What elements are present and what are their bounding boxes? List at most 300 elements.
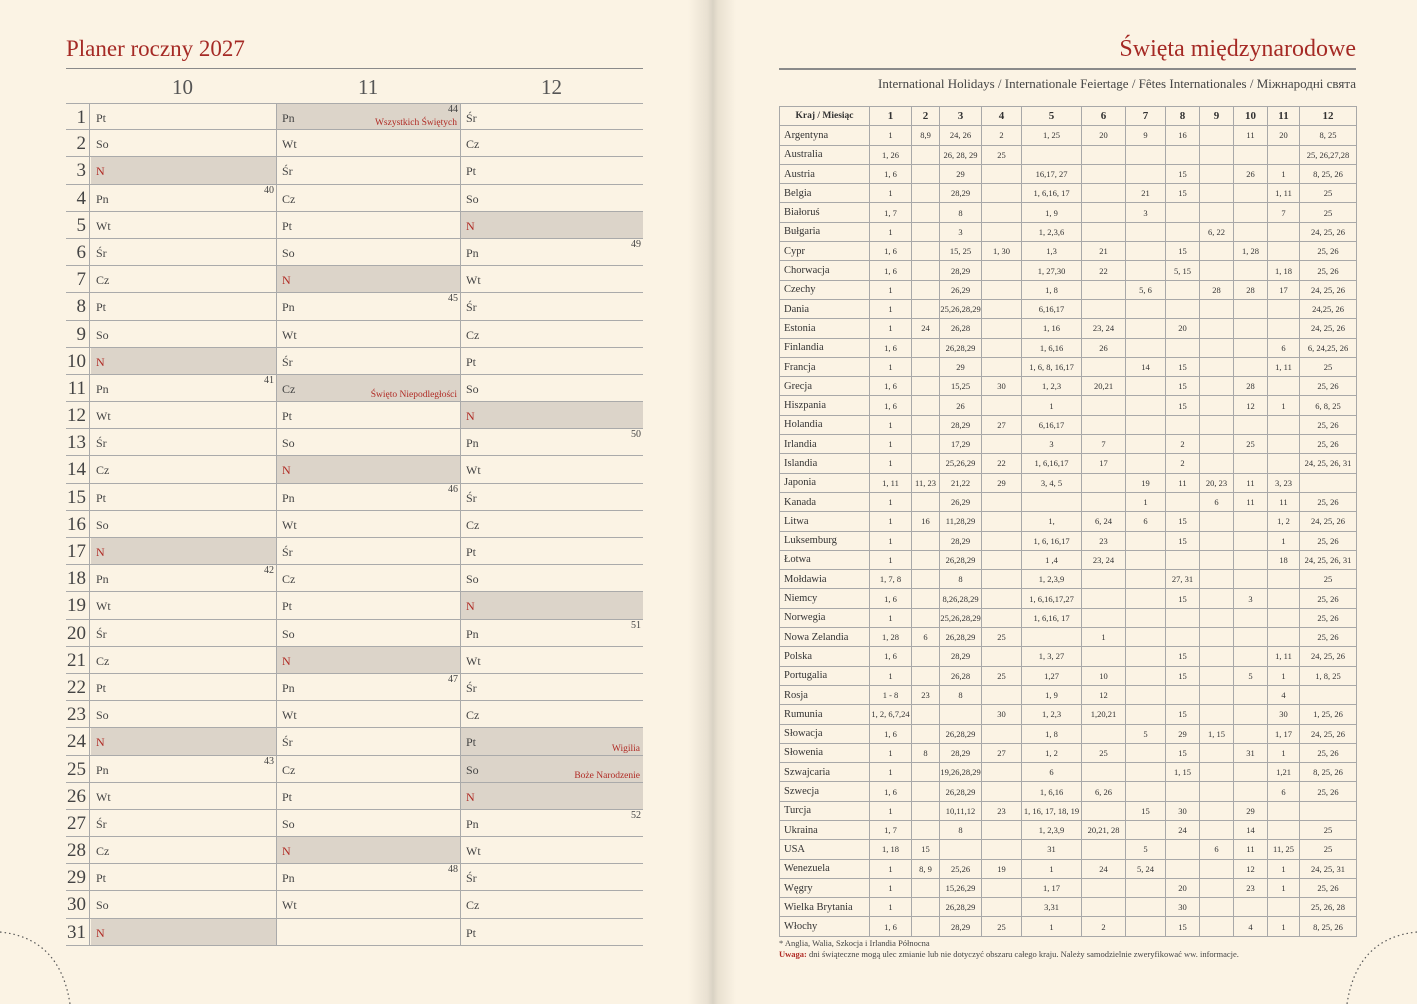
day-cell[interactable] xyxy=(277,402,461,428)
holiday-days-cell: 23 xyxy=(1082,531,1126,550)
day-cell[interactable] xyxy=(277,891,461,917)
title-divider xyxy=(66,68,643,69)
day-cell[interactable] xyxy=(91,674,277,700)
column-header-month: 2 xyxy=(912,107,940,126)
country-name: Dania xyxy=(780,299,870,318)
holiday-days-cell: 6, 22 xyxy=(1200,222,1234,241)
weekday-label: Pt xyxy=(466,545,477,559)
holiday-days-cell: 26,29 xyxy=(940,280,982,299)
holiday-days-cell xyxy=(912,222,940,241)
day-cell[interactable] xyxy=(91,266,277,292)
holiday-days-cell: 1 xyxy=(870,743,912,762)
holiday-days-cell xyxy=(1166,299,1200,318)
holiday-days-cell: 1, 2 xyxy=(1268,512,1300,531)
holiday-days-cell: 1, 15 xyxy=(1200,724,1234,743)
day-cell[interactable] xyxy=(91,456,277,482)
holiday-days-cell: 1, 15 xyxy=(1166,763,1200,782)
holiday-days-cell xyxy=(1200,859,1234,878)
day-cell[interactable] xyxy=(461,756,643,782)
day-cell[interactable] xyxy=(461,511,643,537)
holiday-days-cell: 6,16,17 xyxy=(1022,415,1082,434)
weekday-label: So xyxy=(466,191,479,206)
day-cell[interactable] xyxy=(91,104,277,129)
weekday-label: So xyxy=(466,572,479,587)
stitch-decoration-right xyxy=(1337,920,1417,1004)
holiday-days-cell: 8 xyxy=(940,685,982,704)
day-cell[interactable] xyxy=(277,185,461,211)
holiday-days-cell: 25 xyxy=(1300,184,1357,203)
holiday-days-cell: 3 xyxy=(1126,203,1166,222)
day-row xyxy=(66,565,643,592)
holiday-days-cell: 30 xyxy=(1166,898,1200,917)
day-cell[interactable] xyxy=(277,620,461,646)
holiday-days-cell xyxy=(1126,647,1166,666)
day-cell[interactable] xyxy=(277,592,461,618)
day-cell[interactable] xyxy=(461,185,643,211)
holiday-days-cell xyxy=(982,435,1022,454)
holiday-days-cell xyxy=(1234,628,1268,647)
day-cell[interactable] xyxy=(461,565,643,591)
day-number: 29 xyxy=(66,864,90,890)
day-cell[interactable] xyxy=(91,348,277,374)
day-cell[interactable] xyxy=(461,212,643,238)
holiday-days-cell xyxy=(912,878,940,897)
holiday-days-cell xyxy=(1126,415,1166,434)
holiday-days-cell: 19 xyxy=(982,859,1022,878)
holiday-days-cell xyxy=(982,608,1022,627)
holiday-days-cell: 11 xyxy=(1234,473,1268,492)
holiday-days-cell xyxy=(982,299,1022,318)
day-cell[interactable] xyxy=(277,565,461,591)
holiday-days-cell xyxy=(1268,898,1300,917)
day-cell[interactable] xyxy=(91,891,277,917)
day-number: 4 xyxy=(66,185,90,211)
day-number: 8 xyxy=(66,293,90,319)
day-cell[interactable] xyxy=(461,456,643,482)
holiday-days-cell: 1 xyxy=(1268,917,1300,936)
holiday-days-cell xyxy=(1126,782,1166,801)
holiday-days-cell xyxy=(1234,319,1268,338)
table-row xyxy=(780,878,1357,897)
day-cell[interactable] xyxy=(91,293,277,319)
month-label: 11 xyxy=(358,75,379,99)
day-cell[interactable] xyxy=(277,429,461,455)
weekday-label: Śr xyxy=(466,300,477,315)
holiday-days-cell xyxy=(982,261,1022,280)
holiday-days-cell xyxy=(1126,261,1166,280)
day-cell[interactable] xyxy=(461,375,643,401)
day-cell[interactable] xyxy=(277,321,461,347)
holiday-days-cell: 26 xyxy=(1082,338,1126,357)
holiday-days-cell xyxy=(1166,859,1200,878)
day-cell[interactable] xyxy=(91,756,277,782)
holiday-days-cell: 7 xyxy=(1268,203,1300,222)
day-number: 25 xyxy=(66,756,90,782)
day-cell[interactable] xyxy=(91,647,277,673)
day-cell[interactable] xyxy=(461,674,643,700)
holiday-days-cell xyxy=(1166,145,1200,164)
holiday-days-cell: 15 xyxy=(1166,377,1200,396)
day-cell[interactable] xyxy=(277,837,461,863)
day-row xyxy=(66,864,643,891)
day-cell[interactable] xyxy=(277,674,461,700)
day-cell[interactable] xyxy=(277,728,461,754)
day-cell[interactable] xyxy=(91,919,277,945)
day-cell[interactable] xyxy=(277,456,461,482)
holiday-days-cell xyxy=(1082,492,1126,511)
holiday-days-cell xyxy=(912,357,940,376)
day-cell[interactable] xyxy=(461,810,643,836)
holiday-days-cell xyxy=(1126,917,1166,936)
day-cell[interactable] xyxy=(461,484,643,510)
table-row xyxy=(780,531,1357,550)
holiday-days-cell xyxy=(1082,164,1126,183)
table-row xyxy=(780,724,1357,743)
holiday-days-cell: 1, 7 xyxy=(870,820,912,839)
holiday-days-cell xyxy=(1082,724,1126,743)
holiday-days-cell xyxy=(1082,570,1126,589)
day-row xyxy=(66,837,643,864)
day-cell[interactable] xyxy=(461,429,643,455)
table-row xyxy=(780,415,1357,434)
holiday-days-cell: 29 xyxy=(982,473,1022,492)
holiday-days-cell: 27 xyxy=(982,743,1022,762)
holiday-days-cell xyxy=(940,840,982,859)
holiday-days-cell xyxy=(1126,164,1166,183)
holiday-days-cell: 23, 24 xyxy=(1082,319,1126,338)
holiday-days-cell: 1, 6,16,17,27 xyxy=(1022,589,1082,608)
holiday-days-cell xyxy=(1268,145,1300,164)
day-cell[interactable] xyxy=(277,538,461,564)
holiday-days-cell: 6, 24,25, 26 xyxy=(1300,338,1357,357)
weekday-label: Wt xyxy=(282,708,297,723)
day-cell[interactable] xyxy=(277,783,461,809)
weekday-label: Śr xyxy=(96,245,107,260)
day-cell[interactable] xyxy=(461,348,643,374)
holiday-days-cell: 1, 11 xyxy=(870,473,912,492)
holiday-days-cell: 24, 25, 26 xyxy=(1300,280,1357,299)
weekday-label: N xyxy=(96,164,105,179)
holiday-days-cell: 1 xyxy=(870,859,912,878)
day-cell[interactable] xyxy=(91,864,277,890)
day-cell[interactable] xyxy=(91,484,277,510)
holiday-days-cell xyxy=(1166,415,1200,434)
holiday-days-cell: 26,28,29 xyxy=(940,898,982,917)
day-cell[interactable] xyxy=(277,293,461,319)
holiday-days-cell: 1, 6 xyxy=(870,917,912,936)
day-cell[interactable] xyxy=(91,538,277,564)
holiday-days-cell xyxy=(1126,608,1166,627)
warning-text: dni świąteczne mogą ulec zmianie lub nie dotyczyć obszaru całego kraju. Należy samodzielnie zweryfikować ww. informacje. xyxy=(806,949,1239,959)
day-cell[interactable] xyxy=(461,891,643,917)
holiday-days-cell xyxy=(982,763,1022,782)
day-cell[interactable] xyxy=(91,810,277,836)
holiday-days-cell: 6,16,17 xyxy=(1022,299,1082,318)
day-cell[interactable] xyxy=(461,104,643,129)
holiday-days-cell xyxy=(1200,801,1234,820)
weekday-label: Śr xyxy=(282,164,293,179)
holiday-days-cell: 25 xyxy=(982,666,1022,685)
holiday-days-cell xyxy=(1126,222,1166,241)
day-row xyxy=(66,783,643,810)
day-cell[interactable] xyxy=(91,728,277,754)
day-number: 13 xyxy=(66,429,90,455)
day-cell[interactable] xyxy=(461,864,643,890)
holiday-days-cell: 1 xyxy=(870,319,912,338)
weekday-label: Śr xyxy=(96,436,107,451)
day-cell[interactable] xyxy=(461,728,643,754)
holiday-days-cell: 5 xyxy=(1234,666,1268,685)
page-title-right: Święta międzynarodowe xyxy=(1119,36,1356,62)
country-name: Rosja xyxy=(780,685,870,704)
day-cell[interactable] xyxy=(461,538,643,564)
country-name: Turcja xyxy=(780,801,870,820)
holiday-days-cell: 1 xyxy=(870,454,912,473)
day-cell[interactable] xyxy=(91,429,277,455)
day-row xyxy=(66,212,643,239)
holiday-days-cell: 1, 9 xyxy=(1022,203,1082,222)
day-cell[interactable] xyxy=(461,837,643,863)
day-cell[interactable] xyxy=(277,647,461,673)
holiday-days-cell xyxy=(982,820,1022,839)
day-row xyxy=(66,511,643,538)
table-row xyxy=(780,473,1357,492)
day-row xyxy=(66,620,643,647)
day-cell[interactable] xyxy=(277,919,461,945)
holiday-days-cell: 25, 26 xyxy=(1300,878,1357,897)
holiday-days-cell xyxy=(1234,203,1268,222)
day-row xyxy=(66,402,643,429)
day-cell[interactable] xyxy=(91,130,277,156)
holiday-days-cell: 8, 25 xyxy=(1300,126,1357,145)
holiday-days-cell: 23, 24 xyxy=(1082,550,1126,569)
holiday-days-cell xyxy=(1082,145,1126,164)
day-cell[interactable] xyxy=(461,266,643,292)
day-cell[interactable] xyxy=(91,783,277,809)
day-cell[interactable] xyxy=(91,620,277,646)
holiday-days-cell xyxy=(1200,512,1234,531)
holiday-days-cell: 1, 3, 27 xyxy=(1022,647,1082,666)
holiday-days-cell xyxy=(1234,898,1268,917)
holiday-days-cell: 28,29 xyxy=(940,647,982,666)
day-number: 3 xyxy=(66,157,90,183)
day-cell[interactable] xyxy=(461,130,643,156)
day-cell[interactable] xyxy=(277,266,461,292)
holiday-days-cell: 23 xyxy=(912,685,940,704)
day-row xyxy=(66,266,643,293)
weekday-label: So xyxy=(466,762,479,777)
holiday-days-cell: 26,28,29 xyxy=(940,782,982,801)
day-cell[interactable] xyxy=(91,321,277,347)
holiday-days-cell xyxy=(1166,608,1200,627)
holiday-days-cell: 16,17, 27 xyxy=(1022,164,1082,183)
day-cell[interactable] xyxy=(461,919,643,945)
day-cell[interactable] xyxy=(91,701,277,727)
holiday-days-cell xyxy=(912,261,940,280)
holiday-days-cell xyxy=(1268,242,1300,261)
day-cell[interactable] xyxy=(461,783,643,809)
holiday-days-cell: 1, 8, 25 xyxy=(1300,666,1357,685)
holiday-days-cell xyxy=(982,878,1022,897)
holiday-days-cell: 19 xyxy=(1126,473,1166,492)
year-planner-grid xyxy=(66,103,643,946)
holiday-days-cell: 2 xyxy=(1082,917,1126,936)
weekday-label: N xyxy=(466,599,475,614)
day-cell[interactable] xyxy=(277,130,461,156)
holiday-days-cell: 25,26,28,29 xyxy=(940,608,982,627)
holiday-days-cell xyxy=(1234,145,1268,164)
holiday-days-cell: 1, 2,3 xyxy=(1022,705,1082,724)
holiday-days-cell xyxy=(1268,299,1300,318)
country-name: Nowa Zelandia xyxy=(780,628,870,647)
day-cell[interactable] xyxy=(277,810,461,836)
day-cell[interactable] xyxy=(91,212,277,238)
holiday-days-cell: 1 xyxy=(870,299,912,318)
holiday-days-cell: 16 xyxy=(1166,126,1200,145)
day-cell[interactable] xyxy=(461,239,643,265)
day-cell[interactable] xyxy=(461,321,643,347)
holiday-days-cell: 15 xyxy=(1166,357,1200,376)
day-cell[interactable] xyxy=(461,157,643,183)
weekday-label: Pn xyxy=(466,816,479,831)
table-row xyxy=(780,203,1357,222)
holiday-days-cell xyxy=(1200,608,1234,627)
day-cell[interactable] xyxy=(461,620,643,646)
weekday-label: So xyxy=(96,327,109,342)
holiday-days-cell xyxy=(982,492,1022,511)
day-cell[interactable] xyxy=(91,511,277,537)
day-cell[interactable] xyxy=(91,592,277,618)
holiday-days-cell: 8, 25, 26 xyxy=(1300,917,1357,936)
table-row xyxy=(780,319,1357,338)
day-cell[interactable] xyxy=(277,864,461,890)
holiday-days-cell xyxy=(1126,396,1166,415)
day-cell[interactable] xyxy=(461,701,643,727)
table-row xyxy=(780,145,1357,164)
day-cell[interactable] xyxy=(277,239,461,265)
day-cell[interactable] xyxy=(277,212,461,238)
week-number: 40 xyxy=(264,184,274,196)
holiday-days-cell: 1, 6 xyxy=(870,338,912,357)
day-cell[interactable] xyxy=(91,402,277,428)
weekday-label: Pn xyxy=(466,245,479,260)
day-cell[interactable] xyxy=(91,157,277,183)
holiday-days-cell: 25, 26 xyxy=(1300,435,1357,454)
holiday-days-cell: 1, 6 xyxy=(870,396,912,415)
holiday-days-cell xyxy=(912,608,940,627)
country-name: Grecja xyxy=(780,377,870,396)
holiday-days-cell xyxy=(1200,338,1234,357)
day-cell[interactable] xyxy=(277,701,461,727)
holiday-days-cell: 1, 8 xyxy=(1022,724,1082,743)
holiday-days-cell: 31 xyxy=(1234,743,1268,762)
holiday-days-cell: 12 xyxy=(1082,685,1126,704)
holiday-days-cell xyxy=(1234,724,1268,743)
holiday-days-cell: 8, 25, 26 xyxy=(1300,164,1357,183)
holiday-days-cell xyxy=(1126,338,1166,357)
day-cell[interactable] xyxy=(461,647,643,673)
table-row xyxy=(780,801,1357,820)
holiday-days-cell: 25, 26 xyxy=(1300,377,1357,396)
holiday-days-cell xyxy=(1234,782,1268,801)
day-row xyxy=(66,321,643,348)
country-name: Niemcy xyxy=(780,589,870,608)
day-cell[interactable] xyxy=(277,375,461,401)
holiday-days-cell: 8 xyxy=(912,743,940,762)
holiday-days-cell xyxy=(1126,666,1166,685)
holiday-days-cell: 1 xyxy=(870,184,912,203)
holiday-days-cell: 1 xyxy=(870,550,912,569)
weekday-label: Pn xyxy=(96,191,109,206)
day-cell[interactable] xyxy=(277,157,461,183)
holiday-days-cell: 11 xyxy=(1166,473,1200,492)
week-number: 45 xyxy=(448,293,458,305)
holiday-days-cell xyxy=(1200,589,1234,608)
holiday-days-cell: 1, 6,16, 17 xyxy=(1022,608,1082,627)
holiday-days-cell xyxy=(1082,840,1126,859)
weekday-label: N xyxy=(466,218,475,233)
country-name: Cypr xyxy=(780,242,870,261)
holiday-days-cell: 1 xyxy=(870,435,912,454)
holiday-days-cell xyxy=(1234,763,1268,782)
holiday-days-cell: 26,28 xyxy=(940,319,982,338)
day-number: 5 xyxy=(66,212,90,238)
table-row xyxy=(780,454,1357,473)
column-header-month: 11 xyxy=(1268,107,1300,126)
day-cell[interactable] xyxy=(277,511,461,537)
holiday-days-cell xyxy=(1268,589,1300,608)
day-cell[interactable] xyxy=(277,348,461,374)
holiday-days-cell: 1, 6 xyxy=(870,261,912,280)
day-number: 24 xyxy=(66,728,90,754)
day-cell[interactable] xyxy=(461,293,643,319)
day-cell[interactable] xyxy=(277,484,461,510)
holiday-days-cell xyxy=(1166,840,1200,859)
weekday-label: Cz xyxy=(96,844,110,859)
weekday-label: Wt xyxy=(466,463,481,478)
holiday-days-cell: 4 xyxy=(1234,917,1268,936)
holiday-days-cell xyxy=(1268,435,1300,454)
day-cell[interactable] xyxy=(91,565,277,591)
holiday-days-cell xyxy=(1126,820,1166,839)
holiday-days-cell xyxy=(912,338,940,357)
day-cell[interactable] xyxy=(91,239,277,265)
holiday-days-cell: 1, 6 xyxy=(870,242,912,261)
holiday-days-cell: 1, 9 xyxy=(1022,685,1082,704)
holiday-days-cell xyxy=(982,840,1022,859)
holiday-days-cell: 1, 6 xyxy=(870,589,912,608)
day-cell[interactable] xyxy=(277,756,461,782)
day-cell[interactable] xyxy=(91,185,277,211)
country-name: Łotwa xyxy=(780,550,870,569)
day-cell[interactable] xyxy=(461,592,643,618)
holiday-days-cell: 8 xyxy=(940,570,982,589)
holiday-days-cell: 25,26,29 xyxy=(940,454,982,473)
holiday-days-cell xyxy=(1022,145,1082,164)
holiday-days-cell xyxy=(1268,454,1300,473)
holiday-days-cell: 1,21 xyxy=(1268,763,1300,782)
day-cell[interactable] xyxy=(91,837,277,863)
holiday-days-cell xyxy=(1268,608,1300,627)
day-cell[interactable] xyxy=(277,104,461,129)
holiday-days-cell: 15 xyxy=(912,840,940,859)
day-number: 18 xyxy=(66,565,90,591)
day-cell[interactable] xyxy=(91,375,277,401)
table-row xyxy=(780,377,1357,396)
weekday-label: Cz xyxy=(282,762,296,777)
day-cell[interactable] xyxy=(461,402,643,428)
holiday-days-cell: 1, 6 xyxy=(870,724,912,743)
